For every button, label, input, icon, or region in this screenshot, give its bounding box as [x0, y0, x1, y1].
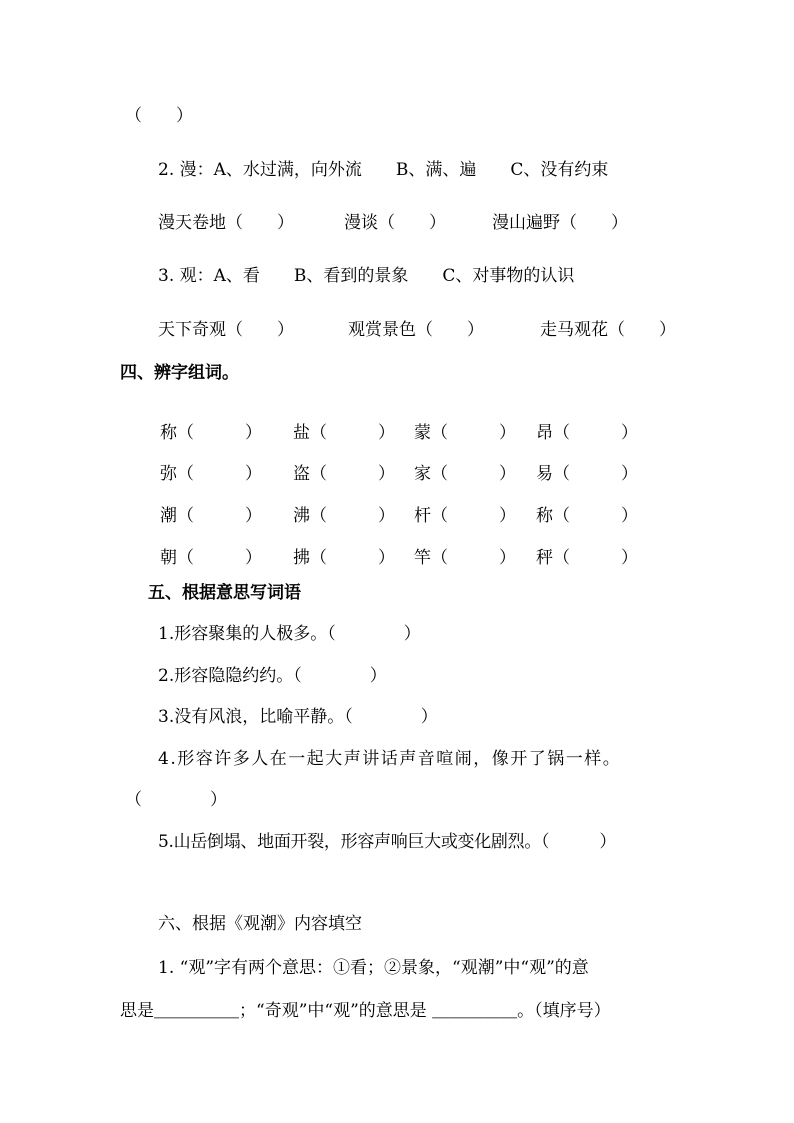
- word-cell: 蒙（ ）: [414, 423, 516, 443]
- word-cell: 拂（ ）: [293, 548, 395, 568]
- word-cell: 称（ ）: [160, 423, 262, 443]
- section-4-title: 四、辨字组词。: [120, 363, 239, 383]
- q3-item-2: 观赏景色（ ）: [348, 320, 484, 340]
- definition-item-2: 2.形容隐隐约约。（ ）: [158, 666, 387, 686]
- q2-item-2: 漫谈（ ）: [344, 213, 446, 233]
- fill-question-line-2: 思是＿＿＿＿＿；“奇观”中“观”的意思是 ＿＿＿＿＿。（填序号）: [120, 1001, 611, 1021]
- q2-definitions: 2. 漫：A、水过满，向外流 B、满、遍 C、没有约束: [158, 160, 609, 180]
- section-5-title: 五、根据意思写词语: [148, 583, 301, 603]
- word-cell: 易（ ）: [536, 464, 638, 484]
- word-cell: 朝（ ）: [160, 548, 262, 568]
- q1-answer-paren: （ ）: [125, 106, 193, 126]
- definition-item-4-paren: （ ）: [125, 790, 227, 810]
- section-6-title: 六、根据《观潮》内容填空: [158, 914, 362, 934]
- word-cell: 盐（ ）: [293, 423, 395, 443]
- word-cell: 竿（ ）: [414, 548, 516, 568]
- word-cell: 潮（ ）: [160, 506, 262, 526]
- q3-item-1: 天下奇观（ ）: [158, 320, 294, 340]
- q3-item-3: 走马观花（ ）: [540, 320, 676, 340]
- fill-question-line-1: 1. “观”字有两个意思：①看；②景象，“观潮”中“观”的意: [158, 958, 589, 978]
- word-cell: 盗（ ）: [293, 464, 395, 484]
- word-cell: 昂（ ）: [536, 423, 638, 443]
- q3-definitions: 3. 观：A、看 B、看到的景象 C、对事物的认识: [158, 266, 575, 286]
- definition-item-3: 3.没有风浪，比喻平静。（ ）: [158, 707, 438, 727]
- q2-item-1: 漫天卷地（ ）: [158, 213, 294, 233]
- word-cell: 杆（ ）: [414, 506, 516, 526]
- word-cell: 家（ ）: [414, 464, 516, 484]
- word-cell: 秤（ ）: [536, 548, 638, 568]
- word-cell: 称（ ）: [536, 506, 638, 526]
- definition-item-5: 5.山岳倒塌、地面开裂，形容声响巨大或变化剧烈。（ ）: [158, 832, 617, 852]
- definition-item-1: 1.形容聚集的人极多。（ ）: [158, 624, 421, 644]
- q2-item-3: 漫山遍野（ ）: [492, 213, 628, 233]
- word-cell: 沸（ ）: [293, 506, 395, 526]
- word-cell: 弥（ ）: [160, 464, 262, 484]
- definition-item-4: 4.形容许多人在一起大声讲话声音喧闹，像开了锅一样。: [158, 749, 622, 769]
